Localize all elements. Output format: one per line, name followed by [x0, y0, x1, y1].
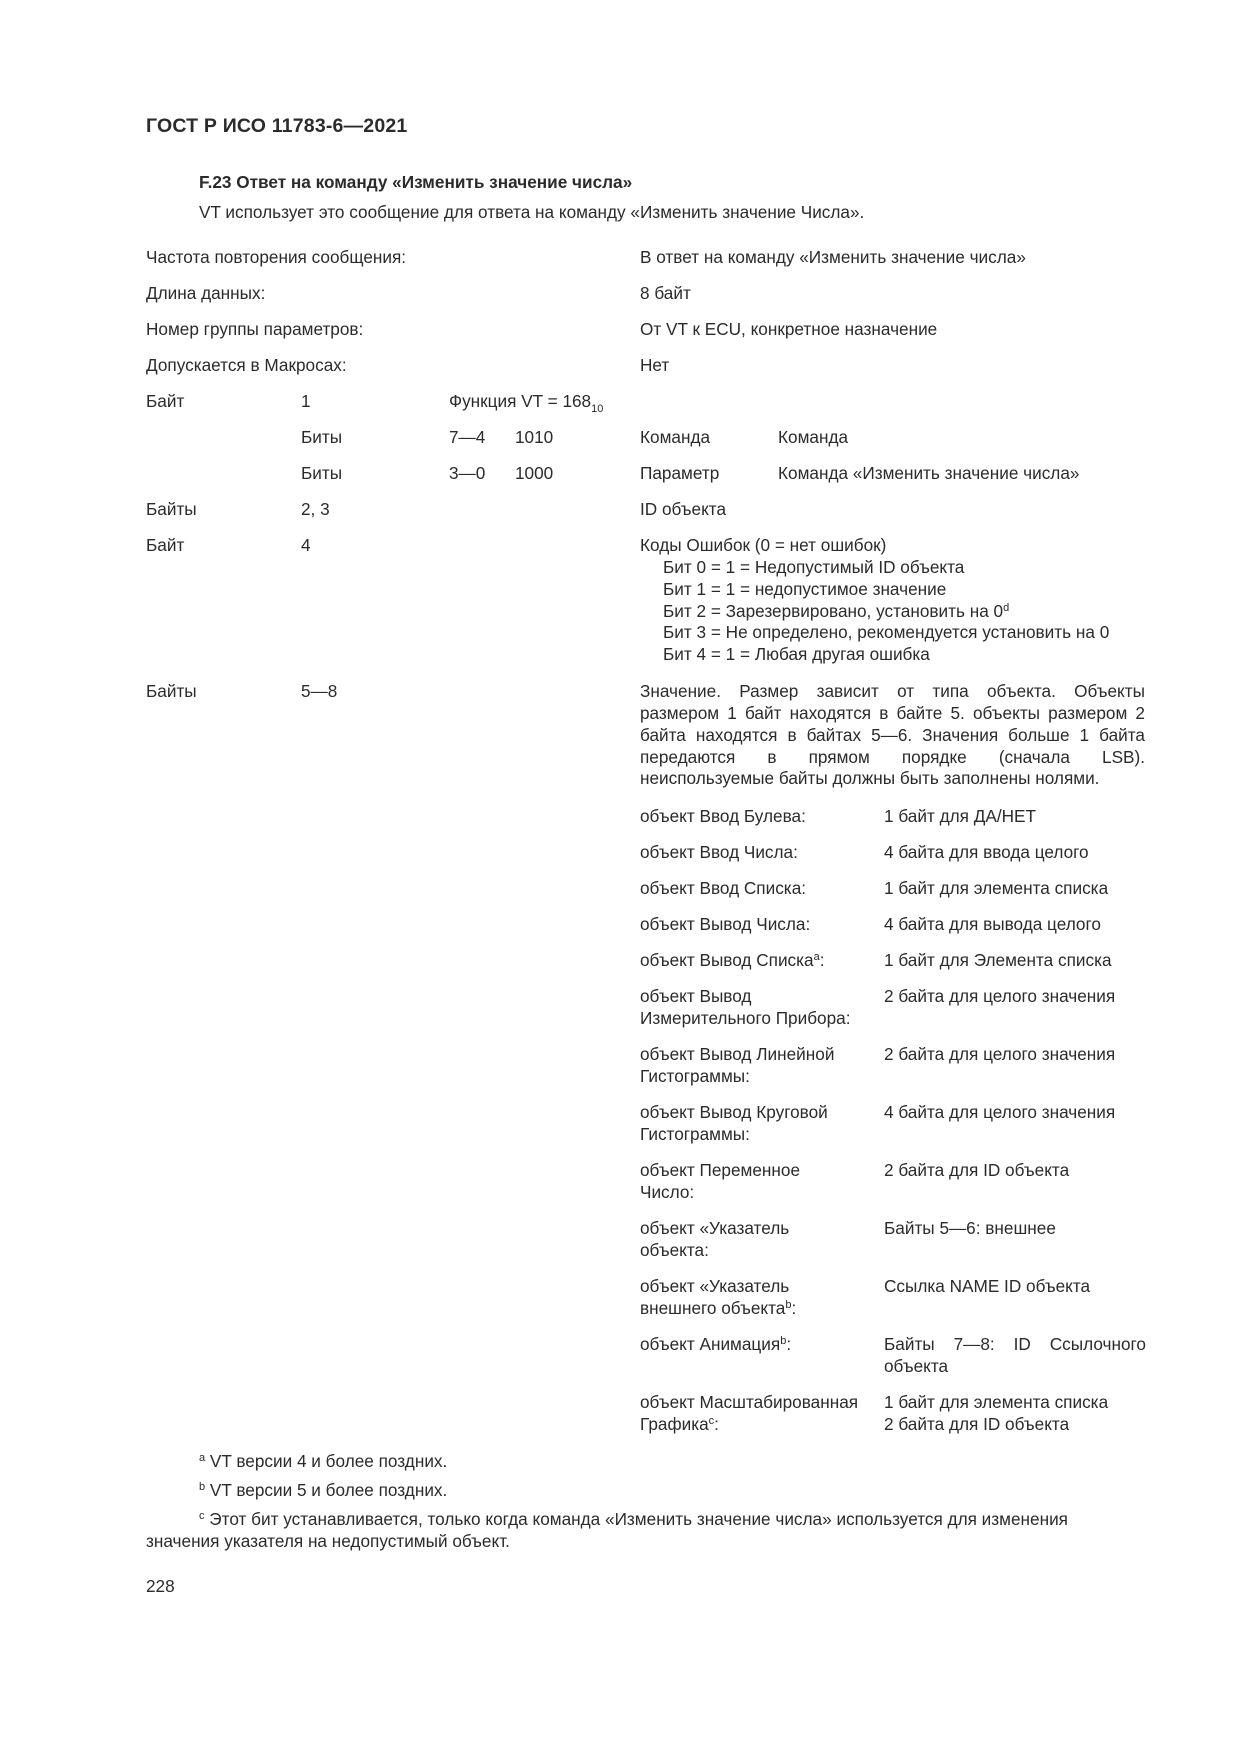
object-size-line: 2 байта для ID объекта — [884, 1413, 1070, 1434]
error-codes-head: Коды Ошибок (0 = нет ошибок) — [640, 535, 887, 555]
object-name: объект Вывод Круговой Гистограммы: — [640, 1102, 828, 1144]
bytes58-label: Байты — [146, 681, 197, 701]
section-title: F.23 Ответ на команду «Изменить значение числа» — [199, 172, 633, 192]
prop-value-data-length: 8 байт — [640, 283, 691, 303]
prop-label-repeat-rate: Частота повторения сообщения: — [146, 247, 407, 267]
object-size: 2 байта для целого значения — [884, 986, 1116, 1006]
bits-label: Биты — [301, 427, 343, 447]
bits-description: Команда — [778, 427, 849, 447]
page-number: 228 — [146, 1576, 175, 1596]
object-name: объект Ввод Числа: — [640, 842, 798, 862]
footnote-a: $^a$ VT версии 4 и более поздних. — [199, 1451, 448, 1471]
prop-label-macros: Допускается в Макросах: — [146, 355, 347, 375]
error-bit-0: Бит 0 = 1 = Недопустимый ID объекта — [663, 556, 965, 577]
prop-label-data-length: Длина данных: — [146, 283, 266, 303]
object-size: Ссылка NAME ID объекта — [884, 1276, 1091, 1296]
object-name: объект «Указатель объекта: — [640, 1218, 790, 1260]
byte1-label: Байт — [146, 391, 185, 411]
object-size: Байты 7—8: ID Ссылочного объекта — [884, 1334, 1146, 1376]
object-size: 1 байт для Элемента списка — [884, 950, 1112, 970]
error-bit-4: Бит 4 = 1 = Любая другая ошибка — [663, 644, 930, 665]
object-size: 2 байта для ID объекта — [884, 1160, 1070, 1180]
bits-description: Команда «Изменить значение числа» — [778, 463, 1080, 483]
object-name: объект «Указатель внешнего объекта$^b$: — [640, 1276, 797, 1318]
bits-value: 1010 — [515, 427, 554, 447]
object-size: 2 байта для целого значения — [884, 1044, 1116, 1064]
bits-value: 1000 — [515, 463, 554, 483]
object-name: объект Вывод Линейной Гистограммы: — [640, 1044, 835, 1086]
bytes58-number: 5—8 — [301, 681, 338, 701]
prop-label-pgn: Номер группы параметров: — [146, 319, 364, 339]
bytes58-description: Значение. Размер зависит от типа объекта. Объекты размером 1 байт находятся в байте 5. объекты размером 2 байта находятся в байтах 5—6. Значения больше 1 байта передаются в прямом порядке (сначала LSB). неиспользуемые байты должны быть заполнены нолями. — [640, 681, 1145, 789]
error-bit-3: Бит 3 = Не определено, рекомендуется установить на 0 — [663, 622, 1110, 643]
bytes23-label: Байты — [146, 499, 197, 519]
bits-range: 3—0 — [449, 463, 486, 483]
object-name: объект Анимация$^b$: — [640, 1334, 792, 1354]
object-size: 1 байт для ДА/НЕТ — [884, 806, 1036, 826]
error-bit-1: Бит 1 = 1 = недопустимое значение — [663, 578, 947, 599]
object-name: объект Переменное Число: — [640, 1160, 800, 1202]
bits-range: 7—4 — [449, 427, 486, 447]
object-size: 4 байта для ввода целого — [884, 842, 1089, 862]
bytes23-description: ID объекта — [640, 499, 727, 519]
byte1-function: Функция VT = $168_{10}$ — [449, 391, 604, 415]
object-size: Байты 5—6: внешнее — [884, 1218, 1056, 1238]
document-title: ГОСТ Р ИСО 11783-6—2021 — [146, 115, 408, 137]
error-bit-2: Бит 2 = Зарезервировано, установить на 0$^d$ — [663, 600, 1010, 621]
object-name: объект Ввод Списка: — [640, 878, 807, 898]
bits-label: Биты — [301, 463, 343, 483]
prop-value-pgn: От VT к ECU, конкретное назначение — [640, 319, 938, 339]
error-codes — [640, 535, 1109, 666]
byte4-label: Байт — [146, 535, 185, 555]
footnote-b: $^b$ VT версии 5 и более поздних. — [199, 1480, 448, 1500]
object-size-line: 1 байт для элемента списка — [884, 1392, 1109, 1412]
object-name: объект Вывод Измерительного Прибора: — [640, 986, 851, 1028]
object-name: объект Ввод Булева: — [640, 806, 806, 826]
section-intro: VT использует это сообщение для ответа на команду «Изменить значение Числа». — [199, 202, 865, 222]
prop-value-repeat-rate: В ответ на команду «Изменить значение числа» — [640, 247, 1026, 267]
prop-value-macros: Нет — [640, 355, 670, 375]
object-name: объект Вывод Списка$^a$: — [640, 950, 825, 970]
object-name: объект Вывод Числа: — [640, 914, 811, 934]
bits-kind: Параметр — [640, 463, 720, 483]
bits-kind: Команда — [640, 427, 711, 447]
object-size — [884, 1392, 1108, 1436]
bytes23-number: 2, 3 — [301, 499, 330, 519]
object-name: объект Масштабированная Графика$^c$: — [640, 1392, 859, 1434]
byte4-number: 4 — [301, 535, 311, 555]
object-size: 4 байта для целого значения — [884, 1102, 1116, 1122]
footnote-c: $^c$ Этот бит устанавливается, только когда команда «Изменить значение числа» используется для изменения значения указателя на недопустимый объект. — [146, 1509, 1068, 1551]
object-size: 1 байт для элемента списка — [884, 878, 1109, 898]
byte1-number: 1 — [301, 391, 311, 411]
object-size: 4 байта для вывода целого — [884, 914, 1101, 934]
